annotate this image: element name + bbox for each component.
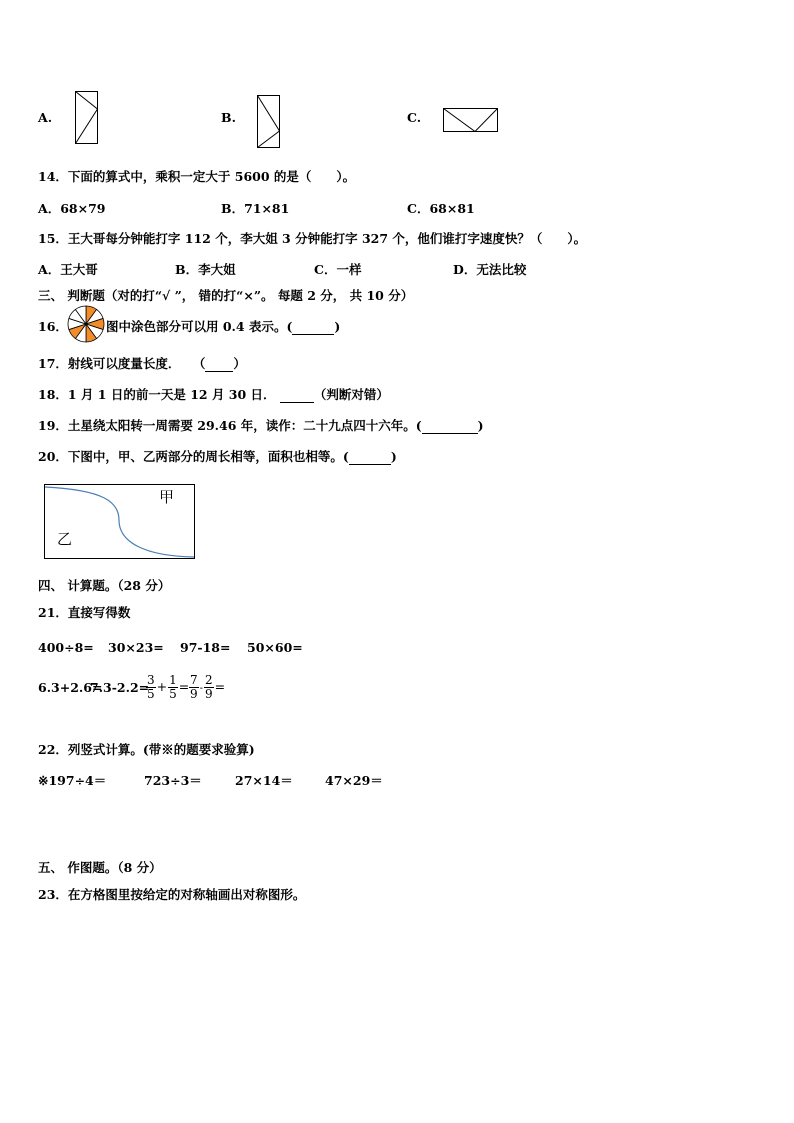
operator: - (199, 683, 204, 694)
q22-item-1: ※197÷4＝ (38, 773, 107, 788)
q14-text: 14．下面的算式中，乘积一定大于 5600 的是（ ）。 (38, 169, 356, 184)
fraction (189, 674, 199, 701)
q18-text (38, 385, 389, 403)
q21-fraction-expression-2 (188, 674, 225, 701)
q23-text: 23．在方格图里按给定的对称轴画出对称图形。 (38, 887, 306, 902)
q13-figure-b (257, 95, 281, 149)
q18-statement: 18．1 月 1 日的前一天是 12 月 30 日． (38, 387, 276, 402)
q21-item-5: 6.3+2.6= (38, 680, 103, 695)
operator: + (156, 679, 168, 694)
q17-statement: 17．射线可以度量长度． （ (38, 356, 206, 371)
q21-fraction-expression-1 (145, 674, 189, 701)
q21-item-6: 7.3-2.2= (90, 680, 150, 695)
q21-title: 21．直接写得数 (38, 605, 131, 620)
fraction (168, 674, 178, 701)
q15-option-d[interactable]: D．无法比较 (453, 262, 527, 277)
section-4-title: 四、 计算题。（28 分） (38, 578, 171, 593)
q21-item-1: 400÷8= (38, 640, 94, 655)
q16-circle-figure (67, 305, 105, 343)
q17-tail: ） (233, 356, 246, 371)
q19-tail: ) (477, 418, 484, 433)
q14-option-a[interactable]: A．68×79 (38, 201, 106, 216)
fraction (146, 674, 156, 701)
denominator: 5 (147, 687, 155, 701)
q15-option-a[interactable]: A．王大哥 (38, 262, 98, 277)
q22-title: 22．列竖式计算。(带※的题要求验算) (38, 742, 255, 757)
q13-option-a-label: A. (38, 110, 53, 125)
q13-option-c-label: C. (407, 110, 422, 125)
q13-figure-c (443, 108, 499, 134)
q18-tail: （判断对错） (313, 387, 389, 402)
q20-tail: ) (390, 449, 397, 464)
q17-answer-blank[interactable] (205, 356, 233, 372)
denominator: 9 (190, 687, 198, 701)
equals: = (214, 679, 226, 694)
equals: = (178, 679, 190, 694)
fraction (204, 674, 214, 701)
q15-text: 15．王大哥每分钟能打字 112 个，李大姐 3 分钟能打字 327 个，他们谁打字速度快？（ ）。 (38, 231, 587, 246)
q14-option-c[interactable]: C．68×81 (407, 201, 475, 216)
q15-option-b[interactable]: B．李大姐 (175, 262, 236, 277)
q22-item-4: 47×29＝ (325, 773, 383, 788)
q20-answer-blank[interactable] (349, 449, 391, 465)
numerator: 3 (147, 673, 155, 687)
q18-answer-blank[interactable] (280, 387, 314, 403)
q14-option-b[interactable]: B．71×81 (221, 201, 290, 216)
q21-item-2: 30×23= (108, 640, 164, 655)
q16-tail: ) (334, 319, 341, 334)
q20-label-jia: 甲 (159, 488, 175, 506)
q21-item-3: 97-18= (180, 640, 231, 655)
q16-number: 16． (38, 319, 68, 334)
numerator: 1 (169, 673, 177, 687)
q13-figure-a (75, 91, 99, 145)
q16-statement: 图中涂色部分可以用 0.4 表示。( (106, 319, 293, 334)
q17-text (38, 354, 246, 372)
q20-statement: 20．下图中，甲、乙两部分的周长相等，面积也相等。( (38, 449, 349, 464)
section-5-title: 五、 作图题。（8 分） (38, 860, 162, 875)
q16-text (106, 317, 340, 335)
q19-answer-blank[interactable] (422, 418, 478, 434)
q19-statement: 19．土星绕太阳转一周需要 29.46 年，读作：二十九点四十六年。( (38, 418, 422, 433)
q20-label-yi: 乙 (57, 530, 73, 548)
q22-item-2: 723÷3＝ (144, 773, 202, 788)
q22-item-3: 27×14＝ (235, 773, 293, 788)
q21-item-4: 50×60= (247, 640, 303, 655)
section-3-title: 三、 判断题（对的打“√ ”， 错的打“×”。 每题 2 分， 共 10 分） (38, 288, 414, 303)
q16-answer-blank[interactable] (292, 319, 334, 335)
numerator: 2 (205, 673, 213, 687)
denominator: 5 (169, 687, 177, 701)
q15-option-c[interactable]: C．一样 (314, 262, 362, 277)
q19-text (38, 416, 484, 434)
denominator: 9 (205, 687, 213, 701)
q13-option-b-label: B. (221, 110, 236, 125)
q20-text (38, 447, 397, 465)
numerator: 7 (190, 673, 198, 687)
